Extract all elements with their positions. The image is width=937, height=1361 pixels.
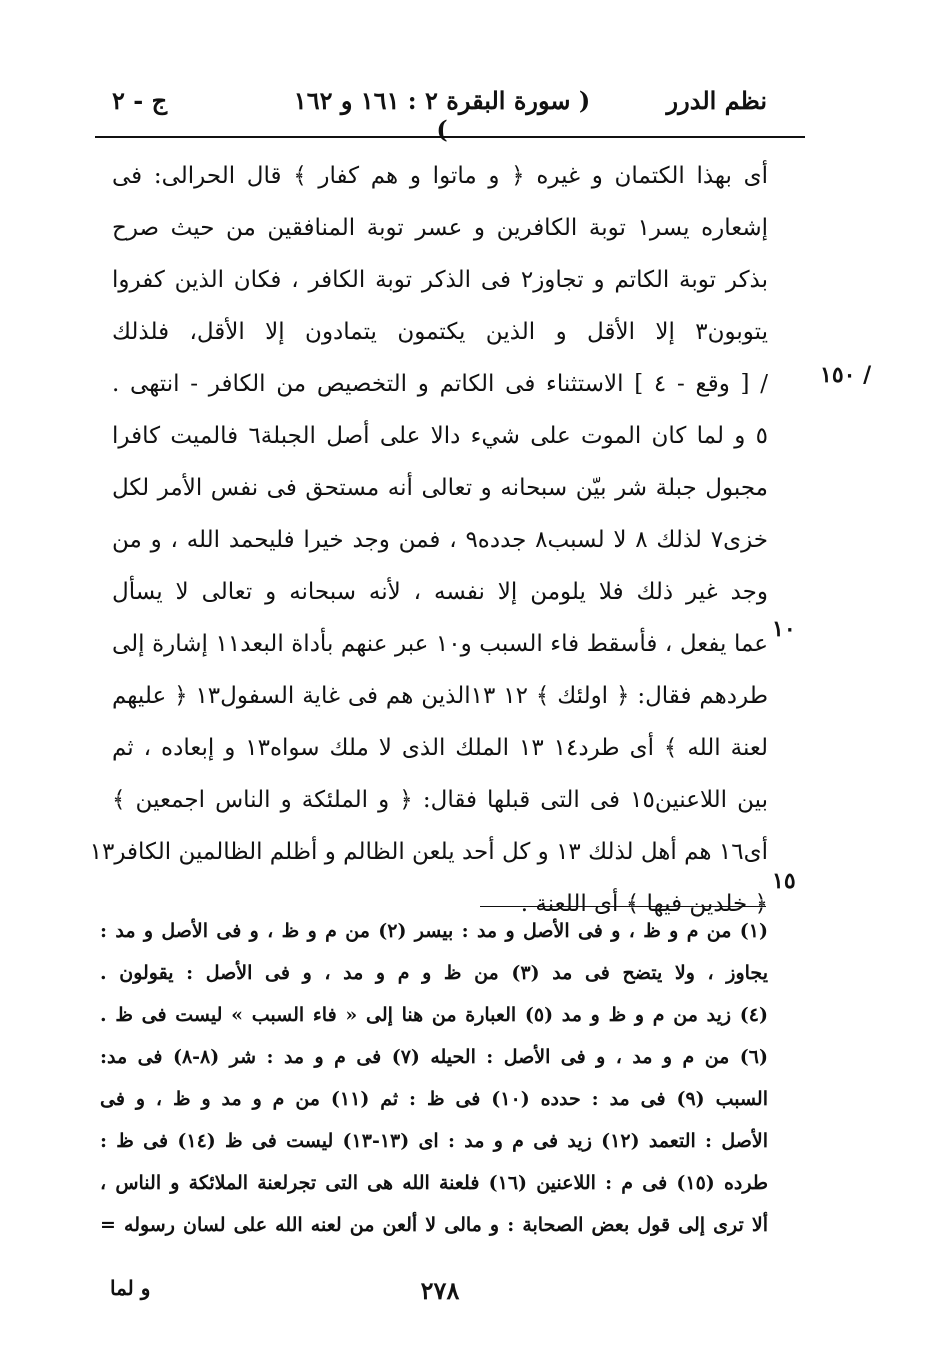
- text-line: لعنة الله ﴾ أى طرد١٤ ١٣ الملك الذى لا ملك سواه١٣ و إبعاده ، ثم: [112, 735, 769, 761]
- text-line: أى١٦ هم أهل لذلك ١٣ و كل أحد يلعن الظالم و أظلم الظالمين الكافر١٣: [89, 839, 768, 865]
- text-line: ﴿ خلدين فيها ﴾ أى اللعنة .: [520, 891, 768, 917]
- footnote-line: (٤) زيد من م و ظ و مد (٥) العبارة من هنا إلى « فاء السبب » ليست فى ظ .: [100, 1004, 768, 1026]
- text-line: أى بهذا الكتمان و غيره ﴿ و ماتوا و هم كفار ﴾ قال الحرالى: فى: [112, 163, 768, 189]
- surah-reference: ( سورة البقرة ٢ : ١٦١ و ١٦٢ ): [293, 86, 591, 144]
- footnote-line: الأصل : التعمد (١٢) زيد فى م و مد : اى (١٣-١٣) ليست فى ظ (١٤) فى ظ :: [100, 1130, 768, 1152]
- footnote-line: طرده (١٥) فى م : اللاعنين (١٦) فلعنة الله هى التى تجرلعنة الملائكة و الناس ،: [100, 1172, 768, 1194]
- footnote-line: السبب (٩) فى مد : حدده (١٠) فى ظ : ثم (١١) من م و مد و ظ ، و فى: [100, 1088, 768, 1110]
- footnote-line: (٦) من م و مد ، و فى الأصل : الحيله (٧) فى م و مد : شر (٨-٨) فى مد:: [100, 1046, 768, 1068]
- footnote-line: (١) من م و ظ ، و فى الأصل و مد : بيسر (٢) من م و ظ ، و فى الأصل و مد :: [100, 920, 769, 942]
- main-text: [89, 150, 769, 930]
- page-number: ٢٧٨: [420, 1276, 460, 1305]
- running-header: [112, 86, 767, 144]
- header-rule: [95, 136, 805, 138]
- text-line: وجد غير ذلك فلا يلومن إلا نفسه ، لأنه سبحانه و تعالى لا يسأل: [112, 579, 768, 605]
- text-line: بين اللاعنين١٥ فى التى قبلها فقال: ﴿ و الملئكة و الناس اجمعين ﴾: [112, 787, 768, 813]
- text-line: إشعاره يسر١ توبة الكافرين و عسر توبة المنافقين من حيث صرح: [112, 215, 769, 241]
- footnote-line: يجاوز ، ولا يتضح فى مد (٣) من ظ و م و مد ، و فى الأصل : يقولون .: [100, 962, 768, 984]
- text-line: مجبول جبلة شر بيّن سبحانه و تعالى أنه مستحق فى نفس الأمر لكل: [112, 475, 768, 501]
- footnote-line: ألا ترى إلى قول بعض الصحابة : و مالى لا ألعن من لعنه الله على لسان رسوله =: [100, 1214, 768, 1236]
- catchword: و لما: [110, 1276, 151, 1300]
- text-line: عما يفعل ، فأسقط فاء السبب و١٠ عبر عنهم بأداة البعد١١ إشارة إلى: [112, 631, 768, 657]
- text-line: بذكر توبة الكاتم و تجاوز٢ فى الذكر توبة الكافر ، فكان الذين كفروا: [112, 267, 768, 293]
- text-line: خزى٧ لذلك ٨ لا لسبب٨ جدده٩ ، فمن وجد خيرا فليحمد الله ، و من: [112, 527, 768, 553]
- text-line: ٥ و لما كان الموت على شيء دالا على أصل الجبلة٦ فالميت كافرا: [112, 423, 768, 449]
- footnotes: [100, 910, 768, 1246]
- text-line: / [ وقع - ٤ ] الاستثناء فى الكاتم و التخصيص من الكافر - انتهى .: [112, 371, 768, 397]
- margin-line-15: ١٥: [772, 868, 796, 894]
- text-line: يتوبون٣ إلا الأقل و الذين يكتمون يتمادون إلا الأقل، فلذلك: [112, 319, 768, 345]
- volume-label: ج - ٢: [112, 86, 168, 115]
- margin-line-10: ١٠: [772, 616, 796, 642]
- text-line: طردهم فقال: ﴿ اولئك ﴾ ١٢ ١٣الذين هم فى غاية السفول١٣ ﴿ عليهم: [112, 683, 769, 709]
- footnote-rule: [480, 906, 766, 907]
- margin-page-marker: ١٥٠ /: [820, 362, 872, 388]
- book-title: نظم الدرر: [666, 86, 767, 115]
